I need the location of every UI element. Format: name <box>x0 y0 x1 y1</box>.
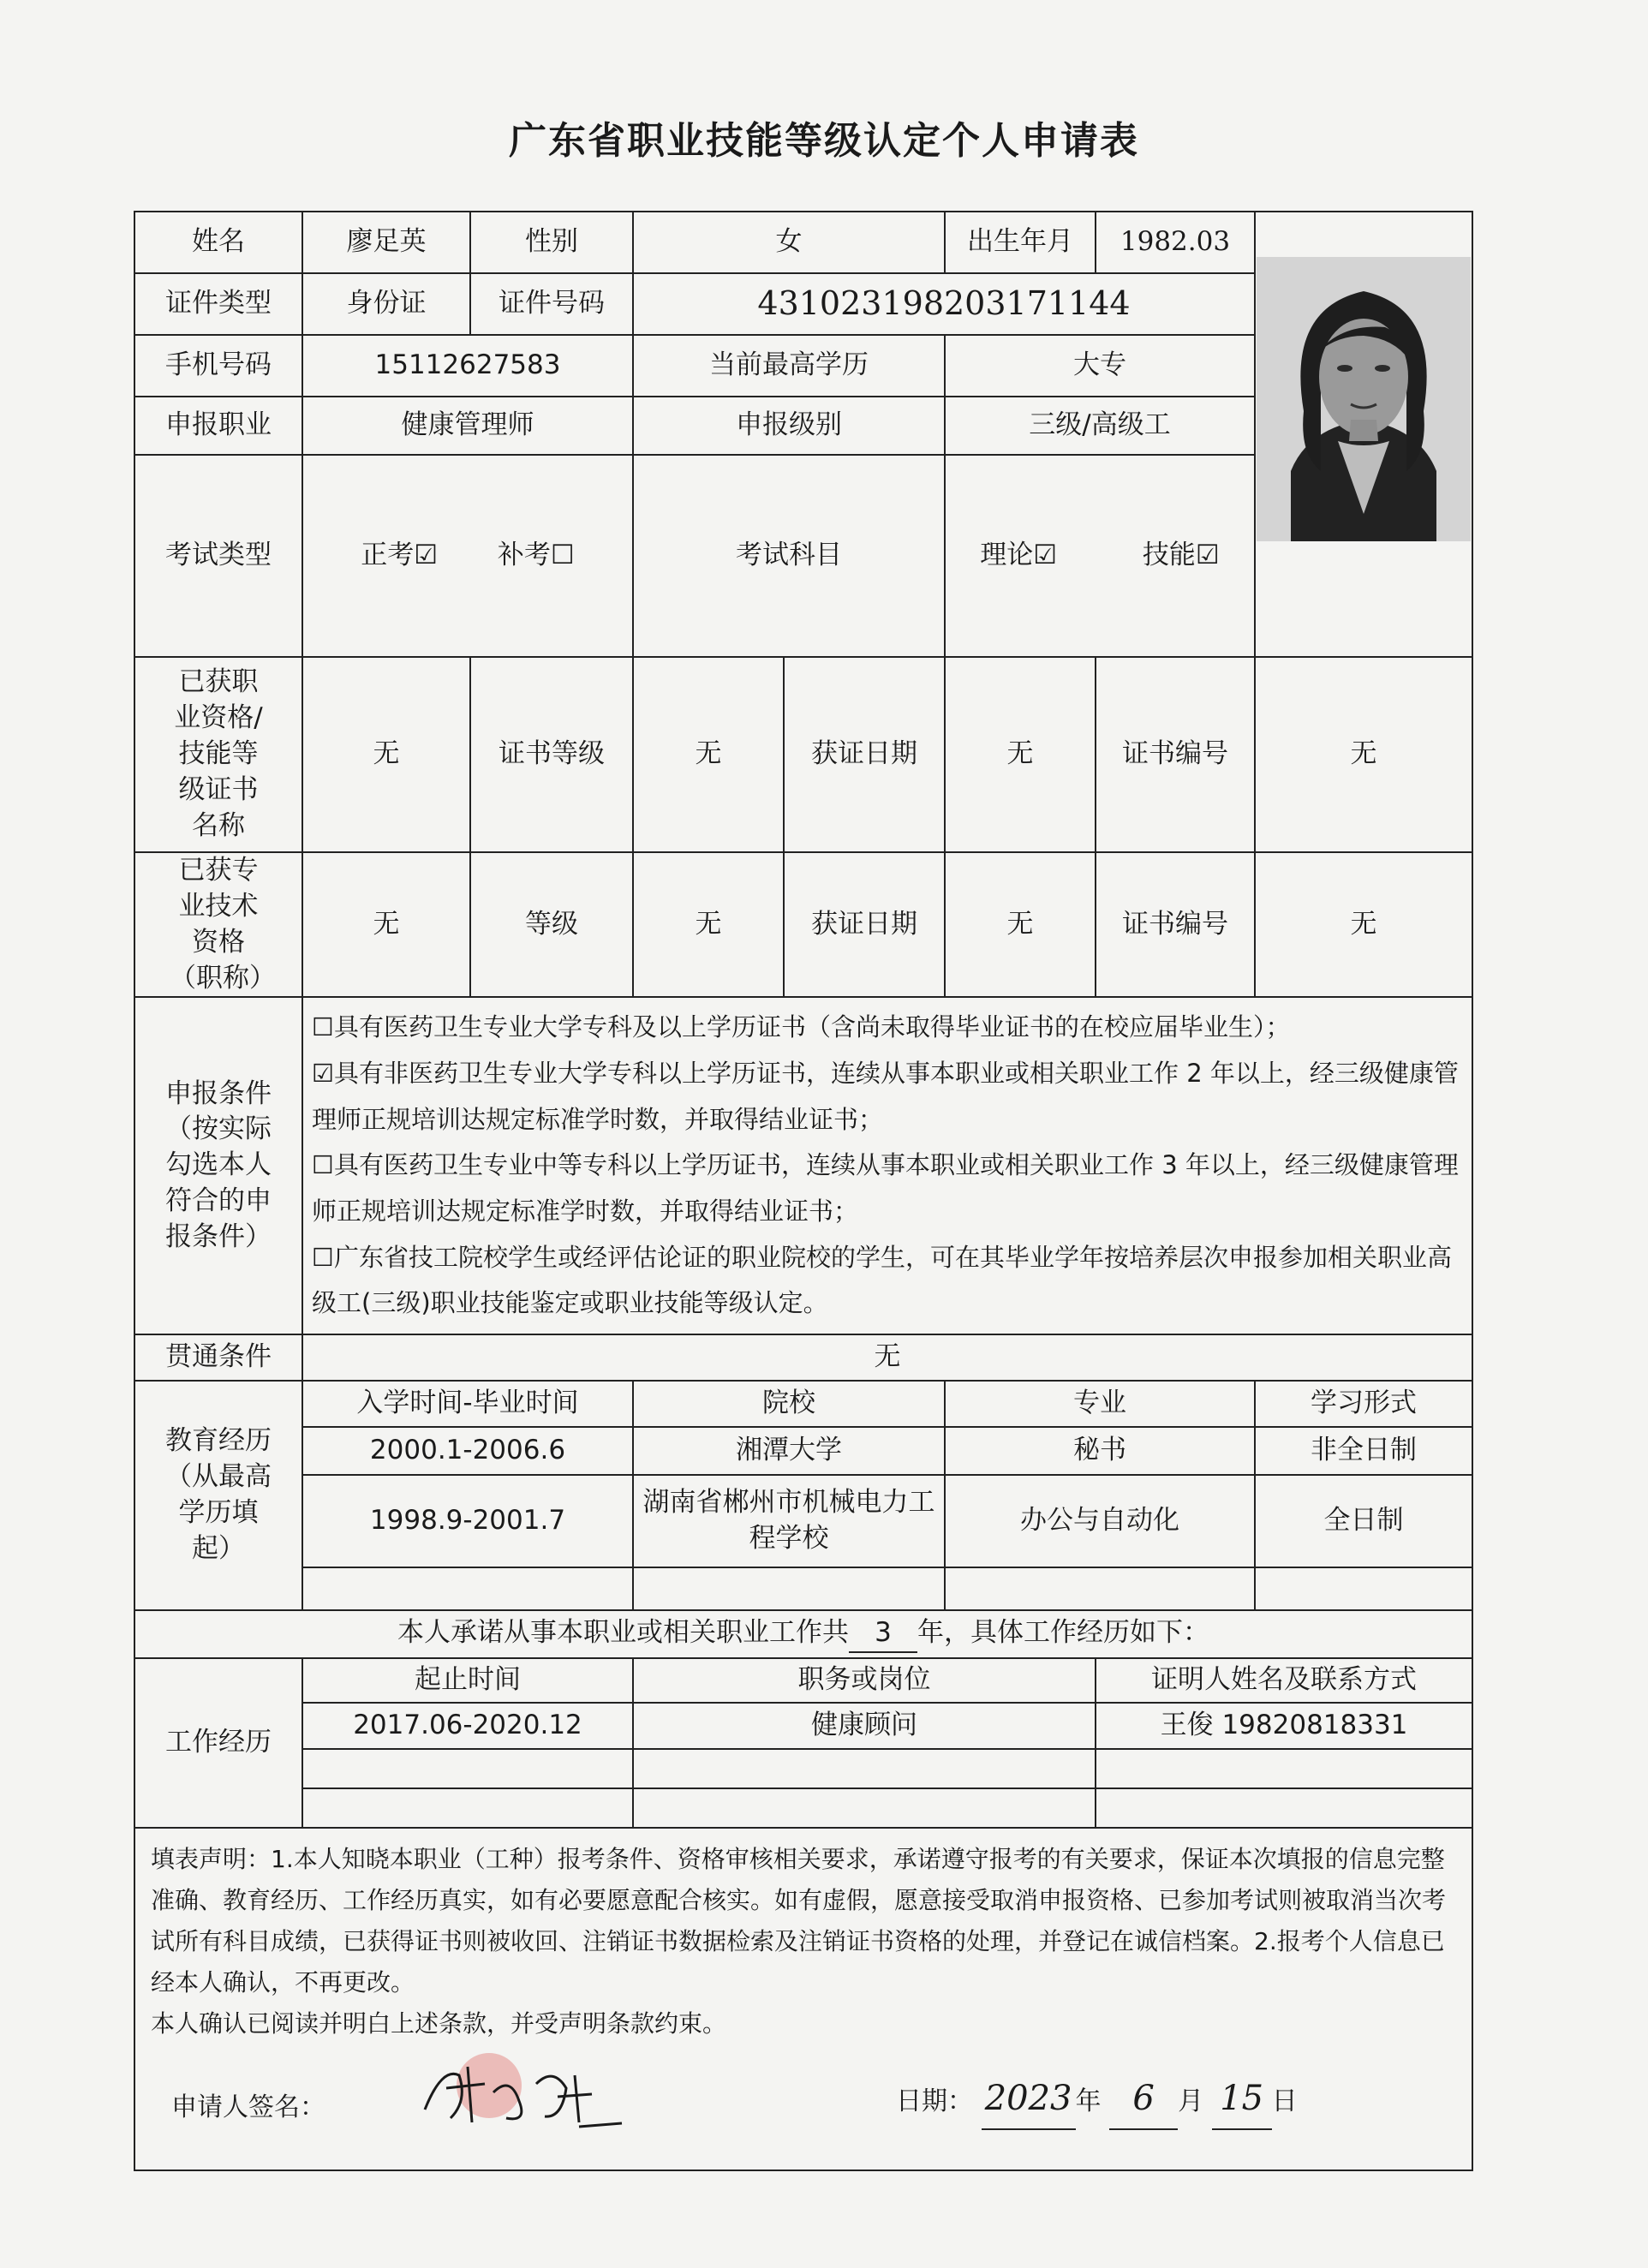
level-value: 三级/高级工 <box>945 397 1255 455</box>
work-row1-reference: 王俊 19820818331 <box>1096 1703 1472 1749</box>
edu-row1-major: 秘书 <box>945 1427 1255 1475</box>
prior-cert-level: 无 <box>633 657 784 852</box>
portrait-image <box>1257 257 1471 541</box>
gender-label: 性别 <box>470 212 633 273</box>
work-row3-reference <box>1096 1788 1472 1828</box>
pass-through-value: 无 <box>302 1334 1472 1381</box>
declaration-cell <box>134 1828 1472 2170</box>
cert-no-label: 证书编号 <box>1096 657 1255 852</box>
education-label: 当前最高学历 <box>633 335 945 397</box>
skill-checkbox[interactable]: 技能☑ <box>1142 540 1220 571</box>
theory-checkbox[interactable]: 理论☑ <box>980 540 1058 571</box>
date-year[interactable]: 2023 <box>982 2069 1076 2130</box>
edu-row3-major <box>945 1567 1255 1610</box>
id-no-label: 证件号码 <box>470 273 633 335</box>
edu-row1-mode: 非全日制 <box>1255 1427 1472 1475</box>
edu-header-mode: 学习形式 <box>1255 1381 1472 1427</box>
work-row3-period <box>302 1788 633 1828</box>
title-date-label: 获证日期 <box>784 852 945 997</box>
edu-history-label: 教育经历（从最高学历填起） <box>134 1381 302 1610</box>
level-label: 申报级别 <box>633 397 945 455</box>
condition-item-2[interactable]: ☑具有非医药卫生专业大学专科以上学历证书，连续从事本职业或相关职业工作 2 年以上，经三级健康管理师正规培训达规定标准学时数，并取得结业证书； <box>312 1059 1459 1134</box>
gender-value: 女 <box>633 212 945 273</box>
condition-item-1[interactable]: ☐具有医药卫生专业大学专科及以上学历证书（含尚未取得毕业证书的在校应届毕业生）； <box>312 1012 1291 1042</box>
work-header-reference: 证明人姓名及联系方式 <box>1096 1658 1472 1703</box>
prior-cert-value: 无 <box>302 657 470 852</box>
edu-row2-period: 1998.9-2001.7 <box>302 1475 633 1567</box>
regular-exam-checkbox[interactable]: 正考☑ <box>361 540 439 571</box>
education-value: 大专 <box>945 335 1255 397</box>
month-unit: 月 <box>1178 2086 1204 2117</box>
exam-type-options <box>302 455 633 657</box>
work-header-period: 起止时间 <box>302 1658 633 1703</box>
edu-header-period: 入学时间-毕业时间 <box>302 1381 633 1427</box>
signature-label: 申请人签名： <box>171 2092 325 2123</box>
id-type-value: 身份证 <box>302 273 470 335</box>
day-unit: 日 <box>1271 2086 1298 2117</box>
condition-item-3[interactable]: ☐具有医药卫生专业中等专科以上学历证书，连续从事本职业或相关职业工作 3 年以上，经三级健康管理师正规培训达规定标准学时数，并取得结业证书； <box>312 1150 1459 1226</box>
title-no-label: 证书编号 <box>1096 852 1255 997</box>
condition-item-4[interactable]: ☐广东省技工院校学生或经评估论证的职业院校的学生，可在其毕业学年按培养层次申报参加相关职业高级工(三级)职业技能鉴定或职业技能等级认定。 <box>312 1242 1453 1318</box>
edu-header-major: 专业 <box>945 1381 1255 1427</box>
edu-row3-mode <box>1255 1567 1472 1610</box>
work-row2-position <box>633 1749 1096 1788</box>
work-row2-period <box>302 1749 633 1788</box>
edu-row3-school <box>633 1567 945 1610</box>
date-day[interactable]: 15 <box>1212 2069 1272 2130</box>
date-label: 日期： <box>896 2086 973 2117</box>
grade-label: 等级 <box>470 852 633 997</box>
applicant-photo <box>1257 257 1471 541</box>
exam-subject-options <box>945 455 1255 657</box>
pledge-prefix: 本人承诺从事本职业或相关职业工作共 <box>397 1616 849 1648</box>
declaration-text: 填表声明：1.本人知晓本职业（工种）报考条件、资格审核相关要求，承诺遵守报考的有关要求，保证本次填报的信息完整准确、教育经历、工作经历真实，如有必要愿意配合核实。如有虚假，愿意接受取消申报资格、已参加考试则被取消当次考试所有科目成绩，已获得证书则被收回、注销证书数据检索及注销证书资格的处理，并登记在诚信档案。2.报考个人信息已经本人确认，不再更改。 <box>151 1844 1447 1997</box>
handwritten-signature[interactable] <box>408 2050 630 2135</box>
prior-title-no: 无 <box>1255 852 1472 997</box>
edu-row1-school: 湘潭大学 <box>633 1427 945 1475</box>
work-row1-position: 健康顾问 <box>633 1703 1096 1749</box>
form-title: 广东省职业技能等级认定个人申请表 <box>509 119 1139 163</box>
conditions-label: 申报条件（按实际勾选本人符合的申报条件） <box>134 997 302 1334</box>
exam-type-label: 考试类型 <box>134 455 302 657</box>
pass-through-label: 贯通条件 <box>134 1334 302 1381</box>
cert-date-label: 获证日期 <box>784 657 945 852</box>
work-header-position: 职务或岗位 <box>633 1658 1096 1703</box>
pledge-years: 3 <box>849 1615 917 1653</box>
prior-title-value: 无 <box>302 852 470 997</box>
prior-title-label: 已获专业技术资格（职称） <box>134 852 302 997</box>
prior-cert-date: 无 <box>945 657 1096 852</box>
id-type-label: 证件类型 <box>134 273 302 335</box>
photo-cell <box>1255 212 1472 657</box>
occupation-value: 健康管理师 <box>302 397 633 455</box>
name-label: 姓名 <box>134 212 302 273</box>
prior-cert-label: 已获职业资格/技能等级证书名称 <box>134 657 302 852</box>
year-unit: 年 <box>1075 2086 1102 2117</box>
edu-row2-school: 湖南省郴州市机械电力工程学校 <box>633 1475 945 1567</box>
id-no-value: 431023198203171144 <box>633 273 1255 335</box>
birth-value: 1982.03 <box>1096 212 1255 273</box>
prior-title-level: 无 <box>633 852 784 997</box>
prior-title-date: 无 <box>945 852 1096 997</box>
edu-row3-period <box>302 1567 633 1610</box>
birth-label: 出生年月 <box>945 212 1096 273</box>
signature-row <box>151 2058 1456 2135</box>
edu-header-school: 院校 <box>633 1381 945 1427</box>
pledge-suffix: 年，具体工作经历如下： <box>917 1616 1209 1648</box>
work-history-label: 工作经历 <box>134 1658 302 1828</box>
cert-level-label: 证书等级 <box>470 657 633 852</box>
edu-row2-major: 办公与自动化 <box>945 1475 1255 1567</box>
makeup-exam-checkbox[interactable]: 补考☐ <box>497 540 575 571</box>
conditions-list <box>302 997 1472 1334</box>
work-row2-reference <box>1096 1749 1472 1788</box>
work-row1-period: 2017.06-2020.12 <box>302 1703 633 1749</box>
date-month[interactable]: 6 <box>1109 2069 1178 2130</box>
name-value: 廖足英 <box>302 212 470 273</box>
date-field <box>896 2069 1298 2130</box>
application-table <box>134 211 1473 2171</box>
phone-value: 15112627583 <box>302 335 633 397</box>
edu-row1-period: 2000.1-2006.6 <box>302 1427 633 1475</box>
work-row3-position <box>633 1788 1096 1828</box>
phone-label: 手机号码 <box>134 335 302 397</box>
exam-subject-label: 考试科目 <box>633 455 945 657</box>
prior-cert-no: 无 <box>1255 657 1472 852</box>
edu-row2-mode: 全日制 <box>1255 1475 1472 1567</box>
work-pledge <box>134 1610 1472 1658</box>
occupation-label: 申报职业 <box>134 397 302 455</box>
declaration-confirm: 本人确认已阅读并明白上述条款，并受声明条款约束。 <box>151 2009 727 2038</box>
